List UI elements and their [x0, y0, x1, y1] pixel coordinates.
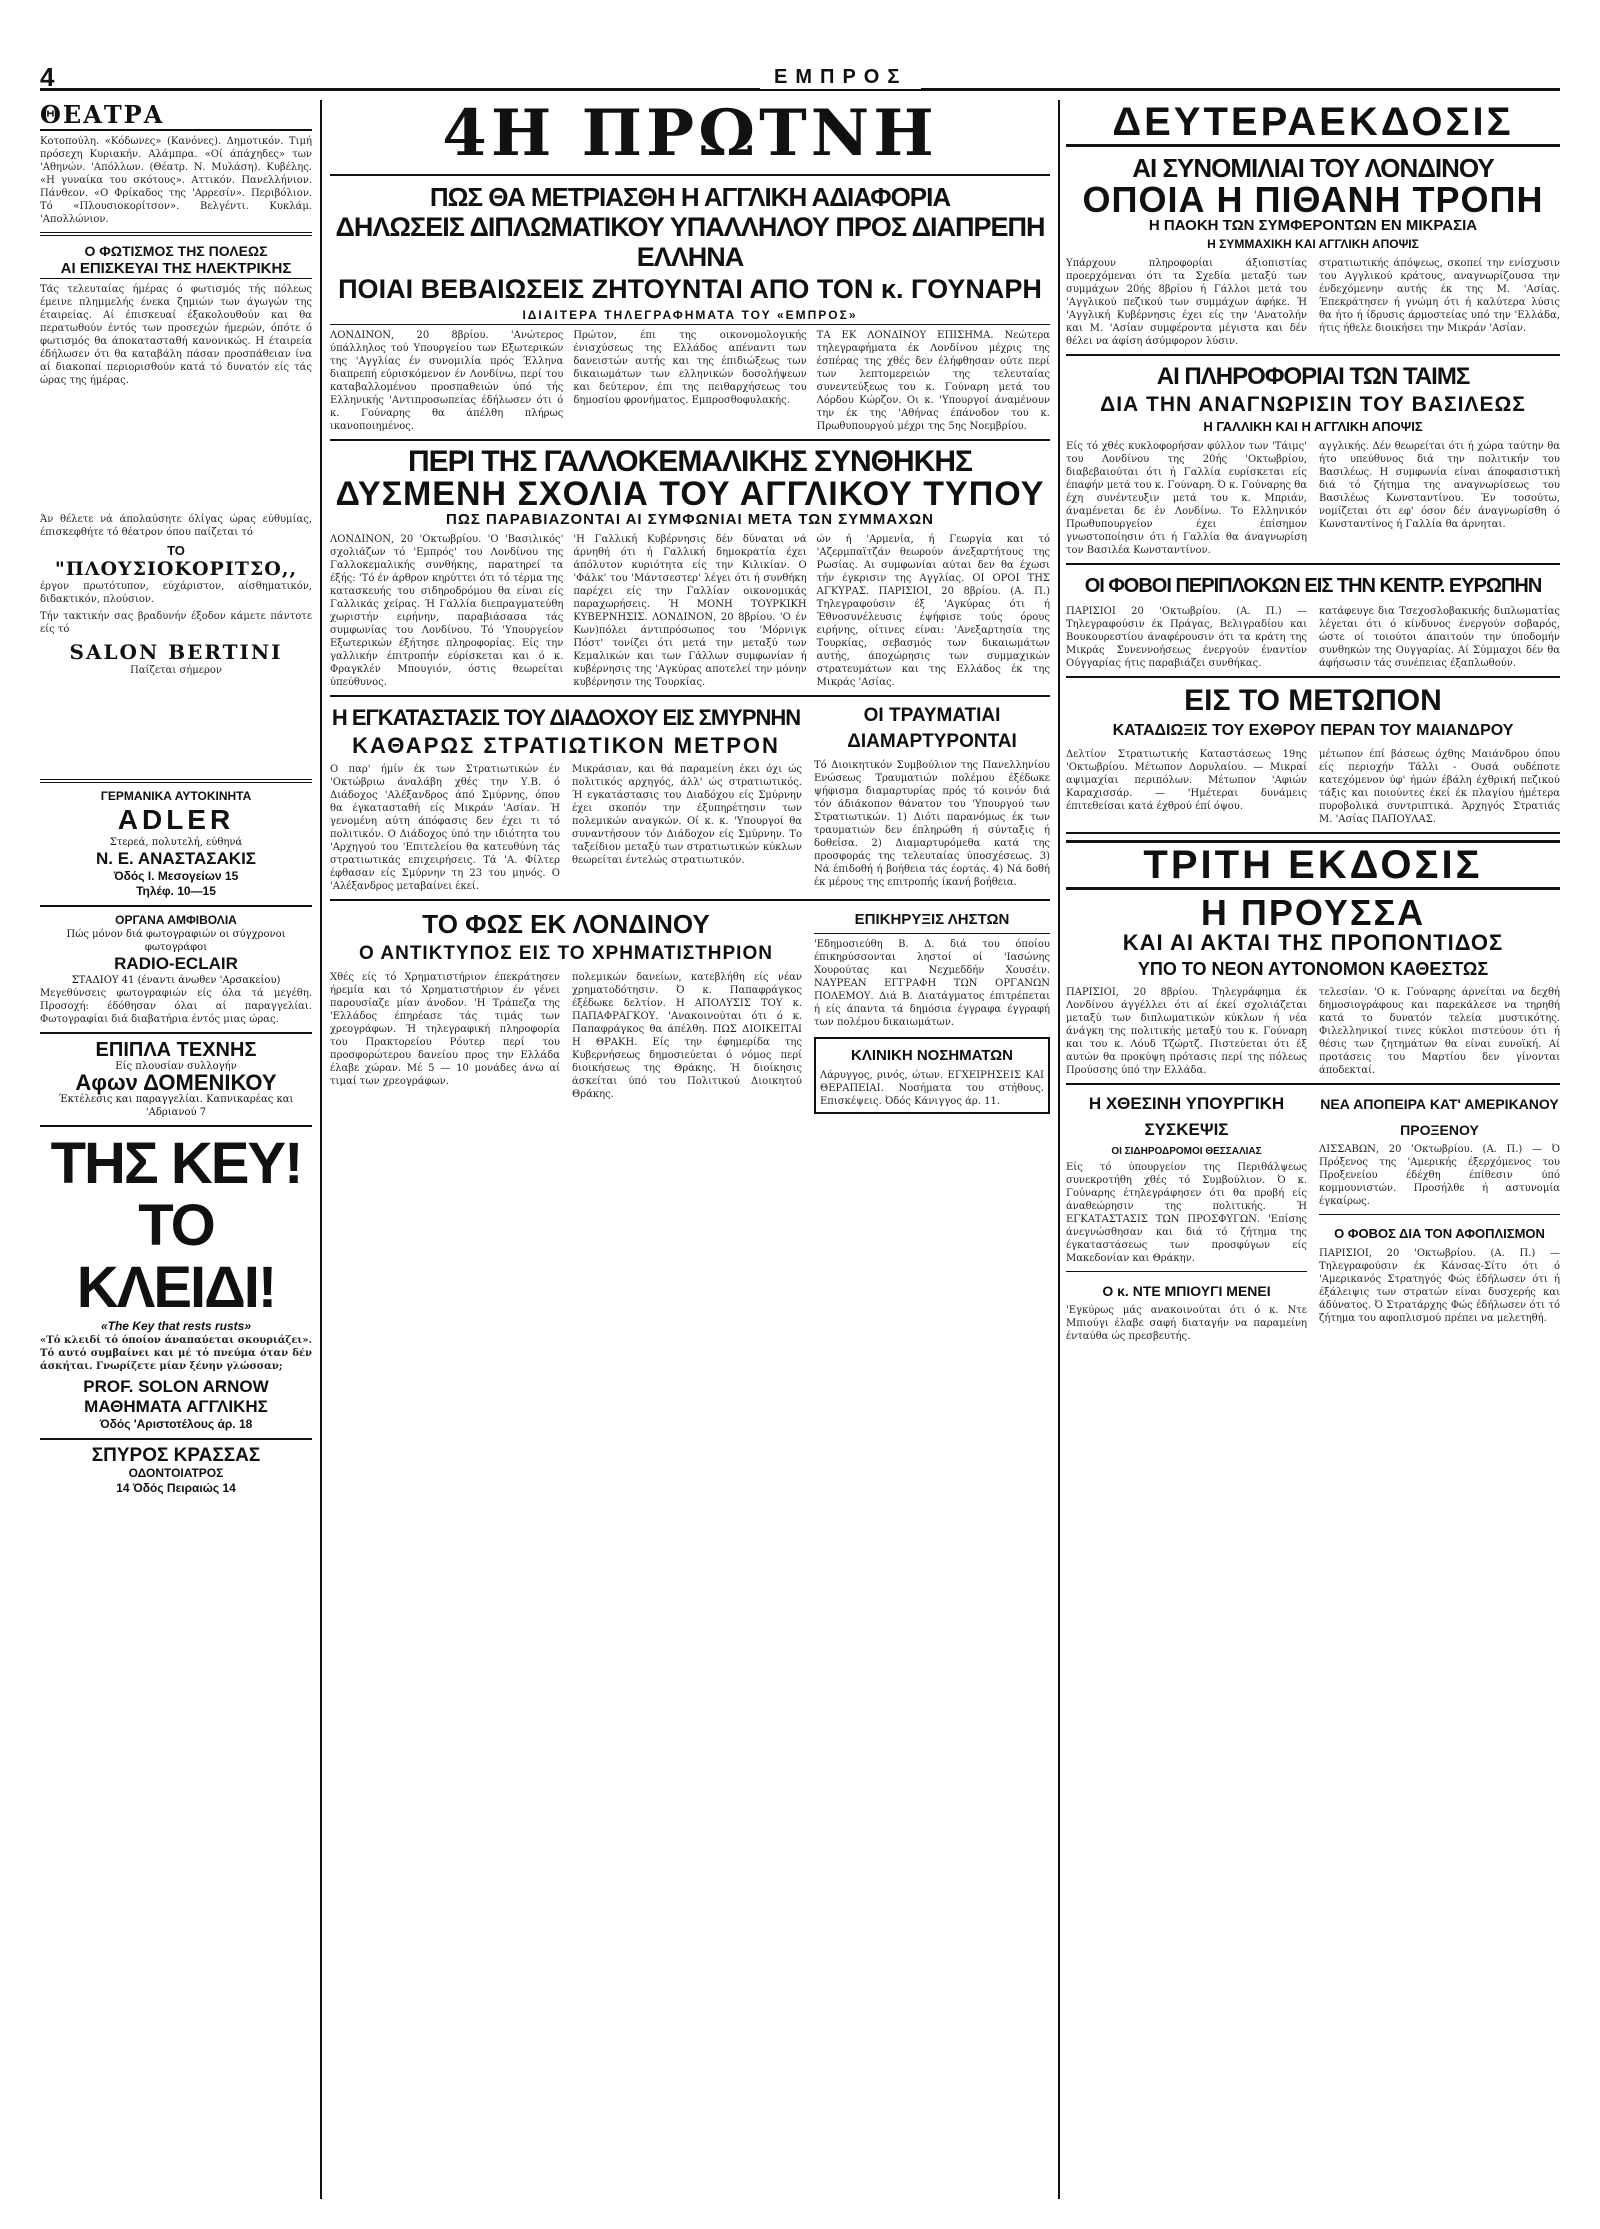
- right-article-3-headline: ΟΙ ΦΟΒΟΙ ΠΕΡΙΠΛΟΚΩΝ ΕΙΣ ΤΗΝ ΚΕΝΤΡ. ΕΥΡΩΠΗΝ: [1084, 575, 1542, 597]
- meeting-body: Είς τό ύπουργείον της Περιθάλψεως συνεκροτήθη χθές τό Συμβούλιον. Ό κ. Γούναρης έτηλεγράφησεν ότι θα προβή είς άναθεώρησιν της πολιτικής. Ή ΕΓΚΑΤΑΣΤΑΣΙΣ ΤΩΝ ΠΡΟΣΦΥΓΩΝ. 'Επίσης άνεγνώσθησαν και διά τό ζήτημα της έγκαταστάσεως των προσφύγων είς Μακεδονίαν και Θράκην.: [1066, 1162, 1307, 1264]
- third-lower-right: [1319, 1091, 1560, 1343]
- article-2-headline-1: ΠΕΡΙ ΤΗΣ ΓΑΛΛΟΚΕΜΑΛΙΚΗΣ ΣΥΝΘΗΚΗΣ: [407, 445, 972, 478]
- divider: [40, 1438, 312, 1440]
- plousio-name: "ΠΛΟΥΣΙΟΚΟΡΙΤΣΟ,,: [54, 558, 298, 580]
- arnow-name: PROF. SOLON ARNOW: [83, 1377, 269, 1396]
- article-3-col-1: Ο παρ' ήμίν έκ των Στρατιωτικών έν 'Οκτώβριω άναλάβη χθές την Υ.Β. ό Διάδοχος 'Αλέξανδρος άπό Σμύρνης, όπου θα έγκατασταθή είς Μικράν 'Ασίαν. Ή γενομένη αύτη άπόφασις δεν έχει τι τό πολιτικόν. Ο Διάδοχος ύπό την ιδιότητα του 'Αρχηγού του 'Επιτελείου θα κατευθύνη τάς στρατιωτικάς επιχειρήσεις. Τά 'Α. Φίλτερ έφθασαν είς Σμύρνην τη 23 του μηνός. Ο 'Αλέξανδρος μεταβαίνει έκεί.: [330, 764, 560, 892]
- fotismos-subtitle: ΑΙ ΕΠΙΣΚΕΥΑΙ ΤΗΣ ΗΛΕΚΤΡΙΚΗΣ: [40, 260, 312, 279]
- adler-name: ADLER: [117, 804, 235, 835]
- disarmament-title: Ο ΦΟΒΟΣ ΔΙΑ ΤΟΝ ΑΦΟΠΛΙΣΜΟΝ: [1334, 1226, 1545, 1241]
- article-3-side: [814, 703, 1050, 893]
- article-4-side-title: ΕΠΙΚΗΡΥΞΙΣ ΛΗΣΤΩΝ: [814, 907, 1050, 934]
- divider: [1319, 1214, 1560, 1215]
- article-4-headline-2: Ο ΑΝΤΙΚΤΥΠΟΣ ΕΙΣ ΤΟ ΧΡΗΜΑΤΙΣΤΗΡΙΟΝ: [359, 943, 773, 964]
- right-article-2-headline-3: Η ΓΑΛΛΙΚΗ ΚΑΙ Η ΑΓΓΛΙΚΗ ΑΠΟΨΙΣ: [1203, 419, 1423, 434]
- epipla-sub: Είς πλουσίαν συλλογήν: [115, 1061, 237, 1072]
- clinic-title: ΚΛΙΝΙΚΗ ΝΟΣΗΜΑΤΩΝ: [850, 1047, 1013, 1064]
- adler-phone: Τηλέφ. 10—15: [136, 884, 216, 898]
- de-billy-title: Ο κ. ΝΤΕ ΜΠΙΟΥΓΙ ΜΕΝΕΙ: [1102, 1283, 1271, 1299]
- spacer: [40, 683, 312, 773]
- divider: [40, 779, 312, 783]
- kleidi-headline-2: ΤΟ ΚΛΕΙΔΙ!: [76, 1193, 276, 1320]
- krassas-sub: ΟΔΟΝΤΟΙΑΤΡΟΣ: [128, 1466, 224, 1480]
- third-article-1-col-2: τελεσίαν. 'Ο κ. Γούναρης άρνείται να δεχθή δημοσιογράφους και παρεκάλεσε να τηρηθή κατά το δυνατόν τελεία μυστικότης. Φιλελληνικοί τινες κύκλοι πιστεύουν ότι ή θέσις των ζητημάτων θα είναι ευνοϊκή. Αί προτάσεις του Μαρτίου δεν γίνονται άποδεκταί.: [1319, 987, 1560, 1076]
- article-4-col-1: Χθές είς τό Χρηματιστήριον έπεκράτησεν ήρεμία και τό Χρηματιστήριον έν γένει παρουσίαζε μίαν άνοδον. 'Η Τράπεζα της 'Ελλάδος έπηρέασε τάς τιμάς των χρεογράφων. Ή τηλεγραφική πληροφορία του Πρακτορείου Ρόυτερ περί του προσφορώτερου δανείου προς την Ελλάδα έλαβε χώραν. Μέ 5 — 10 μονάδες άνω αί τιμαί των χρεογράφων.: [330, 972, 560, 1087]
- right-article-1-col-2: στρατιωτικής άπόψεως, σκοπεί την ενίσχυσιν του Αγγλικού κράτους, αναγνωρίζουσα την ένδεχόμενην αυτής έκ της Μ. 'Ασίας. Έπεκράτησεν ή γνώμη ότι ή καλύτερα λύσις θα ήτο ή ίδρυσις άρμοστείας υπό την 'Ελλάδα, ήτις ήθελε διοικήσει την Μικράν 'Ασίαν.: [1319, 258, 1560, 334]
- right-column: [1066, 100, 1560, 2200]
- right-article-2-col-2: αγγλικής. Δέν θεωρείται ότι ή χώρα ταύτην θα ήτο υπεύθυνος διά την πολιτικήν του Βασιλέως. Η συμφωνία είναι άποφασιστική διά τό ζήτημα της αναγνωρίσεως του Βασιλέως Κωνσταντίνου. Έν τοσούτω, νομίζεται ότι εφ' όσον δέν άναγνωρίσθη ό Κωνσταντίνος ή Γαλλία θα άρνηται.: [1319, 441, 1560, 530]
- article-4-body: [330, 971, 802, 1101]
- right-headline-2: ΟΠΟΙΑ Η ΠΙΘΑΝΗ ΤΡΟΠΗ: [1082, 179, 1544, 220]
- kleidi-body: «Τό κλειδί τό όποίον άναπαύεται σκουριάζει». Τό αυτό συμβαίνει και μέ τό πνεύμα όταν δέν άσκήται. Γνωρίζετε μίαν ξένην γλώσσαν;: [40, 1335, 312, 1372]
- radio-eclair-name: RADIO-ECLAIR: [114, 954, 238, 973]
- article-2-headline-2: ΔΥΣΜΕΝΗ ΣΧΟΛΙΑ ΤΟΥ ΑΓΓΛΙΚΟΥ ΤΥΠΟΥ: [335, 475, 1045, 513]
- radio-eclair-address: ΣΤΑΔΙΟΥ 41 (έναντι άνωθεν 'Αρσακείου): [71, 975, 281, 986]
- epipla-text: Έκτέλεσις και παραγγελίαι. Καπνικαρέας και 'Αδριανού 7: [58, 1094, 294, 1118]
- right-headline-1: ΑΙ ΣΥΝΟΜΙΛΙΑΙ ΤΟΥ ΛΟΝΔΙΝΟΥ: [1132, 153, 1494, 183]
- right-article-3: [1066, 605, 1560, 670]
- right-article-4-headline-1: ΕΙΣ ΤΟ ΜΕΤΩΠΟΝ: [1184, 684, 1442, 717]
- third-headline-2: ΚΑΙ ΑΙ ΑΚΤΑΙ ΤΗΣ ΠΡΟΠΟΝΤΙΔΟΣ: [1122, 930, 1504, 955]
- right-article-1-col-1: Υπάρχουν πληροφορίαι άξιοπιστίας προερχόμεναι ότι τα Σχεδία μεταξύ των συμμάχων 20ής 8βρίου ή Γάλλοι μετά του 'Αγγλικού πεζικού των συμμάχων άφήκε. Ή 'Αγγλική Κυβέρνησις έχει είς την 'Ανατολήν και Μ. 'Ασίαν συμφέροντα μέγιστα και δέν θέλει να άφίση άσύμφορον λύσιν.: [1066, 258, 1307, 347]
- article-3-headline-2: ΚΑΘΑΡΩΣ ΣΤΡΑΤΙΩΤΙΚΟΝ ΜΕΤΡΟΝ: [352, 733, 780, 758]
- adler-desc: Στερεά, πολυτελή, εύθηνά: [109, 837, 243, 848]
- third-headline-3: ΥΠΟ ΤΟ ΝΕΟΝ ΑΥΤΟΝΟΜΟΝ ΚΑΘΕΣΤΩΣ: [1137, 959, 1489, 979]
- divider: [330, 899, 1050, 901]
- divider: [330, 174, 1050, 176]
- amfiv-text: Πώς μόνον διά φωτογραφιών οι σύγχρονοι φωτογράφοι: [66, 929, 286, 953]
- article-2: [330, 533, 1050, 689]
- divider: [40, 1032, 312, 1034]
- plousio-intro: Άν θέλετε νά άπολαύσητε όλίγας ώρας εύθυμίας, έπισκεφθήτε τό θέατρον όπου παίζεται τό: [40, 514, 312, 538]
- article-2-headline-3: ΠΩΣ ΠΑΡΑΒΙΑΖΟΝΤΑΙ ΑΙ ΣΥΜΦΩΝΙΑΙ ΜΕΤΑ ΤΩΝ ΣΥΜΜΑΧΩΝ: [446, 511, 934, 528]
- article-3: [330, 703, 1050, 893]
- article-3-headline-1: Η ΕΓΚΑΤΑΣΤΑΣΙΣ ΤΟΥ ΔΙΑΔΟΧΟΥ ΕΙΣ ΣΜΥΡΝΗΝ: [331, 705, 801, 730]
- article-3-body: [330, 763, 802, 893]
- divider: [1066, 1271, 1307, 1272]
- consul-attack-title: ΝΕΑ ΑΠΟΠΕΙΡΑ ΚΑΤ' ΑΜΕΡΙΚΑΝΟΥ ΠΡΟΞΕΝΟΥ: [1320, 1096, 1559, 1138]
- article-4-col-2: πολεμικών δανείων, κατεβλήθη είς νέαν χρηματοδότησιν. Ό κ. Παπαφράγκος έξέδωκε δελτίον. Η ΑΠΟΛΥΣΙΣ ΤΟΥ κ. ΠΑΠΑΦΡΑΓΚΟΥ. 'Ανακοινούται ότι ό κ. Παπαφράγκος θα άπέλθη. ΠΩΣ ΔΙΟΙΚΕΙΤΑΙ Η ΘΡΑΚΗ. Είς την έφημερίδα της Κυβερνήσεως δημοσιεύεται ό νόμος περί διοικήσεως της Θράκης. Ή διοίκησις άσκείται ύπό του Πολιτικού Διοικητού Θράκης.: [572, 972, 802, 1100]
- right-article-4: [1066, 748, 1560, 826]
- third-headline-1: Η ΠΡΟΥΣΣΑ: [1200, 892, 1426, 933]
- adler-address: Όδός Ι. Μεσογείων 15: [113, 869, 239, 883]
- main-headline-3: ΠΟΙΑΙ ΒΕΒΑΙΩΣΕΙΣ ΖΗΤΟΥΝΤΑΙ ΑΠΟ ΤΟΝ κ. ΓΟΥΝΑΡΗ: [338, 274, 1042, 304]
- amfiv-title: ΟΡΓΑΝΑ ΑΜΦΙΒΟΛΙΑ: [115, 913, 237, 927]
- article-3-col-2: Μικράσιαν, και θά παραμείνη έκει όχι ώς πολιτικός αρχηγός, άλλ' ώς στρατιωτικός. Ή εγκατάστασις του Διαδόχου είς Σμύρνην έχει σκοπόν την έξυπηρέτησιν των πολεμικών αναγκών. Οί κ. κ. 'Υπουργοί θα συναντήσουν τόν Διάδοχον είς Σμύρνην. Το ταξείδιον μεταξύ των στρατιωτικών κύκλων θεωρείται έντελώς στρατιωτικόν.: [572, 764, 802, 866]
- right-headline-3: Η ΠΑΟΚΗ ΤΩΝ ΣΥΜΦΕΡΟΝΤΩΝ ΕΝ ΜΙΚΡΑΣΙΑ: [1148, 217, 1478, 234]
- newspaper-name: ΕΜΠΡΟΣ: [760, 66, 921, 89]
- divider: [40, 1125, 312, 1127]
- epipla-ad: [40, 1040, 312, 1119]
- kleidi-quote: «The Key that rests rusts»: [100, 1319, 252, 1333]
- main-headline-1: ΠΩΣ ΘΑ ΜΕΤΡΙΑΣΘΗ Η ΑΓΓΛΙΚΗ ΑΔΙΑΦΟΡΙΑ: [429, 182, 951, 212]
- article-1-col-2: Πρώτον, έπι της οικονομολογικής ένισχύσεως της Ελλάδος απέναντι των δανειστών αυτής και της έπιδιώξεως των δικαιωμάτων των ελληνικών δοσολήψεων και δεύτερον, έπι της πειθαρχήσεως του δημοσίου φρονήματος. Εμπροσθοφυλακής.: [573, 330, 807, 406]
- article-1-col-3: ΤΑ ΕΚ ΛΟΝΔΙΝΟΥ ΕΠΙΣΗΜΑ. Νεώτερα τηλεγραφήματα έκ Λονδίνου μέχρις της έσπέρας της χθές δεν έλήφθησαν ούτε περί των λεπτομερειών της τελευταίας συνεντεύξεως του κ. Γούναρη μετά του Λόρδου Κώρζον. Οι κ. 'Υπουργοί άναμένουν την έκ της 'Αθήνας έπάνοδον του κ. Πρωθυπουργού μέχρι της 5ης Νοεμβρίου.: [816, 330, 1050, 432]
- theatra-listings: Κοτοπούλη. «Κόδωνες» (Κανόνες). Δημοτικόν. Τιμή πρόσεχη Κυριακήν. Αλάμπρα. «Οί άπάχηδες» των 'Αθηνών. 'Απόλλων. (Θέατρ. Ν. Μυλάση). Κυβέλης. «Η γυναίκα του σκότους». Αττικόν. Πανελλήνιον. Πάνθεον. «Ο Φρίκαδος της 'Αρρεσίν». Περιβόλιον. Τό «Πλουσιοκορίτσον». Βελγέντι. Κυκλάμ. 'Απολλώνιον.: [40, 136, 312, 225]
- main-edition-title: 4Η ΠΡΩΤΝΗ: [442, 100, 938, 171]
- right-article-4-col-1: Δελτίον Στρατιωτικής Καταστάσεως 19ης 'Οκτωβρίου. Μέτωπον Δορυλαίου. — Μικραί αψιμαχίαι περιπόλων. Μέτωπον 'Αφιών Καραχισσάρ. — 'Ημέτεραι δυνάμεις έπιτεθείσαι κατά έχθρού έπί όψου.: [1066, 749, 1307, 812]
- consul-attack-body: ΛΙΣΣΑΒΩΝ, 20 'Οκτωβρίου. (Α. Π.) — Ό Πρόξενος της 'Αμερικής έξερχόμενος του Προξενείου έδέχθη έπίθεσιν ύπό κομμουνιστών. Προσήλθε ή αστυνομία έγκαίρως.: [1319, 1144, 1560, 1207]
- krassas-address: 14 Όδός Πειραιώς 14: [116, 1481, 236, 1495]
- plousio-body: έργον πρωτότυπον, εύχάριστον, αίσθηματικόν, διδακτικόν, πλούσιον.: [40, 581, 312, 605]
- de-billy-body: 'Εγκύρως μάς ανακοινούται ότι ό κ. Ντε Μπιούγι έλαβε σαφή διαταγήν να παραμείνη ένταύθα ώς πρεσβευτής.: [1066, 1305, 1307, 1342]
- right-article-2-headline-2: ΔΙΑ ΤΗΝ ΑΝΑΓΝΩΡΙΣΙΝ ΤΟΥ ΒΑΣΙΛΕΩΣ: [1100, 393, 1526, 416]
- right-headline-4: Η ΣΥΜΜΑΧΙΚΗ ΚΑΙ ΑΓΓΛΙΚΗ ΑΠΟΨΙΣ: [1207, 237, 1419, 251]
- divider: [1066, 1083, 1560, 1085]
- adler-title: ΓΕΡΜΑΝΙΚΑ ΑΥΤΟΚΙΝΗΤΑ: [100, 789, 252, 803]
- epipla-name: Αφων ΔΟΜΕΝΙΚΟΥ: [75, 1070, 277, 1095]
- right-article-2-col-1: Είς τό χθές κυκλοφορήσαν φύλλον των 'Τάιμς' του Λονδίνου της 20ής 'Οκτωβρίου, διαβεβαιούται ότι ή Γαλλία ευρίσκεται είς έπαφήν μετά του κ. Γούναρη. Ό κ. Γούναρης θα έχη συνέντευξιν μετά του κ. Μπριάν, άναμένεται δε έν Λονδίνω. Το Ελληνικόν Πρωθυπουργείον έχει έπίσημον γνωστοποίησιν ότι ή Γαλλία θα άναγνωρίση τον Βασιλέα Κωνσταντίνον.: [1066, 441, 1307, 556]
- third-article-1-col-1: ΠΑΡΙΣΙΟΙ, 20 8βρίου. Τηλεγράφημα έκ Λονδίνου άγγέλλει ότι αί έκεί σχολιάζεται μεταξύ των διπλωματικών κύκλων ή νέα άνάγκη της πολιτικής μεταξύ του κ. Γούναρη και του κ. Λόυδ Τζώρτζ. Πιστεύεται ότι έξ αυτών θα προκύψη πρότασις περί της πόλεως Προύσσης ύπό την Ελλάδα.: [1066, 987, 1307, 1076]
- article-4-headline-1: ΤΟ ΦΩΣ ΕΚ ΛΟΝΔΙΝΟΥ: [422, 909, 710, 939]
- clinic-ad: [814, 1037, 1050, 1114]
- article-1: [330, 329, 1050, 433]
- plousio-to: ΤΟ: [167, 543, 185, 558]
- divider: [1066, 832, 1560, 834]
- arnow-sub: ΜΑΘΗΜΑΤΑ ΑΓΓΛΙΚΗΣ: [84, 1397, 268, 1416]
- krassas-ad: [40, 1446, 312, 1496]
- third-article-1: [1066, 986, 1560, 1077]
- adler-ad: [40, 789, 312, 899]
- article-2-col-3: ών ή 'Αρμενία, ή Γεωργία και τό 'Αζερμπαϊτζάν θεωρούν άνεξαρτήτους της Ρωσίας. Αι συμφωνίαι αύται δεν θα έχωσι τήν έγκρισιν της Αγγλίας. ΟΙ ΟΡΟΙ ΤΗΣ ΑΓΚΥΡΑΣ. ΠΑΡΙΣΙΟΙ, 20 8βρίου. (Α. Π.) Τηλεγραφούσιν έξ 'Αγκύρας ότι ή Έθνοσυνέλευσις έψήφισε τούς όρους ειρήνης, οίτινες είναι: 'Ανεξαρτησία της Τουρκίας, σεβασμός των δικαιωμάτων αυτής, άποχώρησις των συμμαχικών στρατευμάτων και της Ελλάδος έκ της Μικράς 'Ασίας.: [816, 534, 1050, 688]
- article-3-main: [330, 703, 802, 893]
- plousio-body-2: Τήν τακτικήν σας βραδυνήν έξοδον κάμετε πάντοτε είς τό: [40, 611, 312, 635]
- right-article-1: [1066, 257, 1560, 348]
- krassas-name: ΣΠΥΡΟΣ ΚΡΑΣΣΑΣ: [91, 1445, 261, 1466]
- right-article-4-col-2: μέτωπον έπί βάσεως όχθης Μαιάνδρου όπου είς περιοχήν Τάλλι - Ουσά ουδέποτε κατεχόμενον ύφ' ήμών έβάλη έχθρική πεζικού τάξις και ποιούντες έκεί έκ πλαγίου ήμέτερα πυροβολικά συντριπτικά. Άρχηγός Στρατιάς Μ. 'Ασίας ΠΑΠΟΥΛΑΣ.: [1319, 749, 1560, 825]
- divider: [1066, 676, 1560, 678]
- kleidi-ad: [40, 1133, 312, 1432]
- third-lower: [1066, 1091, 1560, 1343]
- divider: [1066, 354, 1560, 356]
- column-divider: [1058, 100, 1060, 2199]
- radio-eclair-ad: [40, 913, 312, 1026]
- fotismos-body: Τάς τελευταίας ήμέρας ό φωτισμός τής πόλεως έμεινε πλημμελής ένεκα ζημιών των άγωγών της έταιρείας. Αί έπισκευαί έξακολουθούν και θα περατωθούν έντός των προσεχών ήμερών, όπότε ό φωτισμός θα άποκατασταθή κανονικώς. Η έταιρεία έδήλωσεν ότι θα καταβάλη πάσαν προσπάθειαν ίνα αί διακοπαί περιορισθούν κατά τό δυνατόν είς τάς ώρας της ήμέρας.: [40, 284, 312, 386]
- right-article-2: [1066, 440, 1560, 557]
- clinic-body: Λάρυγγος, ρινός, ώτων. ΕΓΧΕΙΡΗΣΕΙΣ ΚΑΙ ΘΕΡΑΠΕΙΑΙ. Νοσήματα του στήθους. Επισκέψεις. Όδός Κάνιγγος άρ. 11.: [820, 1070, 1044, 1107]
- article-4-main: [330, 907, 802, 1114]
- divider: [330, 695, 1050, 697]
- third-edition-title: ΤΡΙΤΗ ΕΚΔΟΣΙΣ: [1066, 840, 1560, 890]
- fotismos-article: [40, 242, 312, 387]
- arnow-address: Όδός 'Αριστοτέλους άρ. 18: [99, 1417, 253, 1431]
- article-2-col-1: ΛΟΝΔΙΝΟΝ, 20 'Οκτωβρίου. 'Ο 'Βασιλικός' σχολιάζων τό 'Εμπρός' του Λονδίνου της Γαλλοκεμαλικής συνθήκης, παρατηρεί τα έξής: 'Τό έν άρθρον κηρύττει ότι τό τέρμα της κατασκευής του σιδηροδρόμου θα είναι είς Γαλλικάς χείρας. Ή Γαλλία διεπραγματεύθη χωριστήν ειρήνην, παραβιάσασα τάς συμφωνίας του Λονδίνου. Τό 'Υπουργείον Εξωτερικών έξήτησε πληροφορίας. Είς την γαλλικήν έπιτροπήν εύρίσκεται και ό κ. Φραγκλέν Μπουγιόν, όστις θεωρείται ύπεύθυνος.: [330, 534, 564, 688]
- right-article-3-col-2: κατάφευγε δια Τσεχοσλοβακικής διπλωματίας λέγεται ότι ό κίνδυνος ένεργούν σοβαρός, ώστε οί τοιούτοι άπαιτούν την ύποδομήν συνθηκών της Ουγγαρίας. Αί Σύμμαχοι δέν θα άφήσωσιν τάς συνέπειας έξαπλωθούν.: [1319, 606, 1560, 669]
- second-edition-title: ΔΕΥΤΕΡΑΕΚΔΟΣΙΣ: [1066, 100, 1560, 147]
- fotismos-title: Ο ΦΩΤΙΣΜΟΣ ΤΗΣ ΠΟΛΕΩΣ: [84, 243, 268, 259]
- article-2-col-2: 'Η Γαλλική Κυβέρνησις δέν δύναται νά άρνηθή ότι ή Γαλλική δημοκρατία έχει άπόλυτον κυριότητα είς την Κιλικίαν. Ο 'Φάλκ' του 'Μάντσεστερ' λέγει ότι ή συνθήκη παρέχει είς την Γαλλίαν οικονομικάς παραχωρήσεις. Ή ΜΟΝΗ ΤΟΥΡΚΙΚΗ ΚΥΒΕΡΝΗΣΙΣ. ΛΟΝΔΙΝΟΝ, 20 8βρίου. 'Ο έν Κων)πόλει άντιπρόσωπος του 'Μόρνιγκ Πόστ' τονίζει ότι μετά την μεταξύ των Κεμαλικών και των Γάλλων συμφωνίαν ή κυβέρνησις της 'Αγκύρας αποτελεί την μόνην κυβέρνησιν της Τουρκίας.: [573, 534, 807, 688]
- divider: [330, 439, 1050, 441]
- spacer: [40, 393, 312, 513]
- radio-eclair-body: Μεγεθύνσεις φωτογραφιών είς όλα τά μεγέθη. Προσοχή: έδόθησαν όλαι αί παραγγελίαι. Φωτογραφίαι διά διαβατήρια έντός μιας ώρας.: [40, 988, 312, 1025]
- third-lower-left: [1066, 1091, 1307, 1343]
- salon-name: SALON BERTINI: [69, 640, 283, 664]
- right-article-2-headline-1: ΑΙ ΠΛΗΡΟΦΟΡΙΑΙ ΤΩΝ ΤΑΙΜΣ: [1156, 363, 1470, 390]
- theatra-title: ΘΕΑΤΡΑ: [40, 100, 312, 131]
- theatra-section: [40, 100, 312, 226]
- article-3-side-body: Τό Διοικητικόν Συμβούλιον της Πανελληνίου Ενώσεως Τραυματιών πολέμου έξέδωκε ψήφισμα διαμαρτυρίας πρός τό κοινόν διά τόν άδιάκοπον θάνατον του 'Υπουργού των Στρατιωτικών. 1) Διότι παρανόμως έκ των τραυματιών δεν έπληρώθη ή σύνταξις ή δοθείσα. 2) Διαμαρτυρόμεθα κατά της προσφοράς της τελευταίας ύποσχέσεως. 3) Νά έπιδοθή ή βοήθεια τάς έορτάς. 4) Νά δοθή έκ μέρους της επιτροπής ίκανή βοήθεια.: [814, 760, 1050, 888]
- main-headline-sub: ΙΔΙΑΙΤΕΡΑ ΤΗΛΕΓΡΑΦΗΜΑΤΑ ΤΟΥ «ΕΜΠΡΟΣ»: [330, 306, 1050, 325]
- right-article-4-headline-2: ΚΑΤΑΔΙΩΞΙΣ ΤΟΥ ΕΧΘΡΟΥ ΠΕΡΑΝ ΤΟΥ ΜΑΙΑΝΔΡΟΥ: [1112, 722, 1514, 739]
- main-headline-2: ΔΗΛΩΣΕΙΣ ΔΙΠΛΩΜΑΤΙΚΟΥ ΥΠΑΛΛΗΛΟΥ ΠΡΟΣ ΔΙΑΠΡΕΠΗ ΕΛΛΗΝΑ: [335, 212, 1045, 272]
- divider: [40, 905, 312, 907]
- article-3-side-title: ΟΙ ΤΡΑΥΜΑΤΙΑΙ ΔΙΑΜΑΡΤΥΡΟΝΤΑΙ: [847, 705, 1017, 752]
- main-column: [330, 100, 1050, 2200]
- page-header: [40, 62, 1560, 102]
- article-4-side: [814, 907, 1050, 1114]
- article-4: [330, 907, 1050, 1114]
- divider: [40, 232, 312, 236]
- page-number: 4: [40, 62, 55, 92]
- plousio-ad: [40, 513, 312, 677]
- salon-sub: Παίζεται σήμερον: [130, 665, 222, 676]
- right-article-3-col-1: ΠΑΡΙΣΙΟΙ 20 'Οκτωβρίου. (Α. Π.) — Τηλεγραφούσιν έκ Πράγας, Βελιγραδίου και Βουκουρεστίου άναφέρουσιν ότι τα κράτη της Μικράς Συνεννοήσεως ένεργούν έναντίον Ούγγαρίας ήτις παραβιάζει συνθήκας.: [1066, 606, 1307, 669]
- divider: [1066, 563, 1560, 565]
- left-column: [40, 100, 312, 2200]
- meeting-title: Η ΧΘΕΣΙΝΗ ΥΠΟΥΡΓΙΚΗ ΣΥΣΚΕΨΙΣ: [1088, 1094, 1285, 1139]
- adler-agent: Ν. Ε. ΑΝΑΣΤΑΣΑΚΙΣ: [96, 849, 256, 868]
- column-divider: [320, 100, 322, 2199]
- epipla-title: ΕΠΙΠΛΑ ΤΕΧΝΗΣ: [95, 1039, 257, 1061]
- meeting-subtitle: ΟΙ ΣΙΔΗΡΟΔΡΟΜΟΙ ΘΕΣΣΑΛΙΑΣ: [1111, 1146, 1262, 1157]
- kleidi-headline-1: ΤΗΣ ΚΕΥ!: [50, 1131, 302, 1196]
- article-4-side-body: 'Εδημοσιεύθη Β. Δ. διά του όποίου έπικηρύσσονται ληστοί οί 'Ιασώνης Χουρούτας και Νεχμεδδήν Χουσέιν. ΝΑΥΡΕΑΝ ΕΓΓΡΑΦΗ ΤΩΝ ΟΡΓΑΝΩΝ ΠΟΛΕΜΟΥ. Διά Β. Διατάγματος έπιτρέπεται ή είς άπαντα τά δημόσια έγγραφα έγγραφή των πολέμου δικαιωμάτων.: [814, 939, 1050, 1028]
- disarmament-body: ΠΑΡΙΣΙΟΙ, 20 'Οκτωβρίου. (Α. Π.) — Τηλεγραφούσιν έκ Κάνσας-Σίτυ ότι ό 'Αμερικανός Στρατηγός Φώς έδήλωσεν ότι ή έξάλειψις των στρατών είναι δυσχερής και άδύνατος. Ό Στρατάρχης Φώς έδήλωσεν ότι τό ζήτημα του αφοπλισμού πρέπει να μελετηθή.: [1319, 1248, 1560, 1324]
- article-1-col-1: ΛΟΝΔΙΝΟΝ, 20 8βρίου. 'Ανώτερος ύπάλληλος τού Υπουργείου των Εξωτερικών της 'Αγγλίας έν συνομιλία πρός Έλληνα διαπρεπή εύρισκόμενον έν Λονδίνω, περί του καταβαλλομένου προσπαθειών ύπό τής Ελληνικής 'Αντιπροσωπείας έδήλωσεν ότι ό κ. Γούναρης θα άπέλθη πλήρως ικανοποιημένος.: [330, 330, 564, 432]
